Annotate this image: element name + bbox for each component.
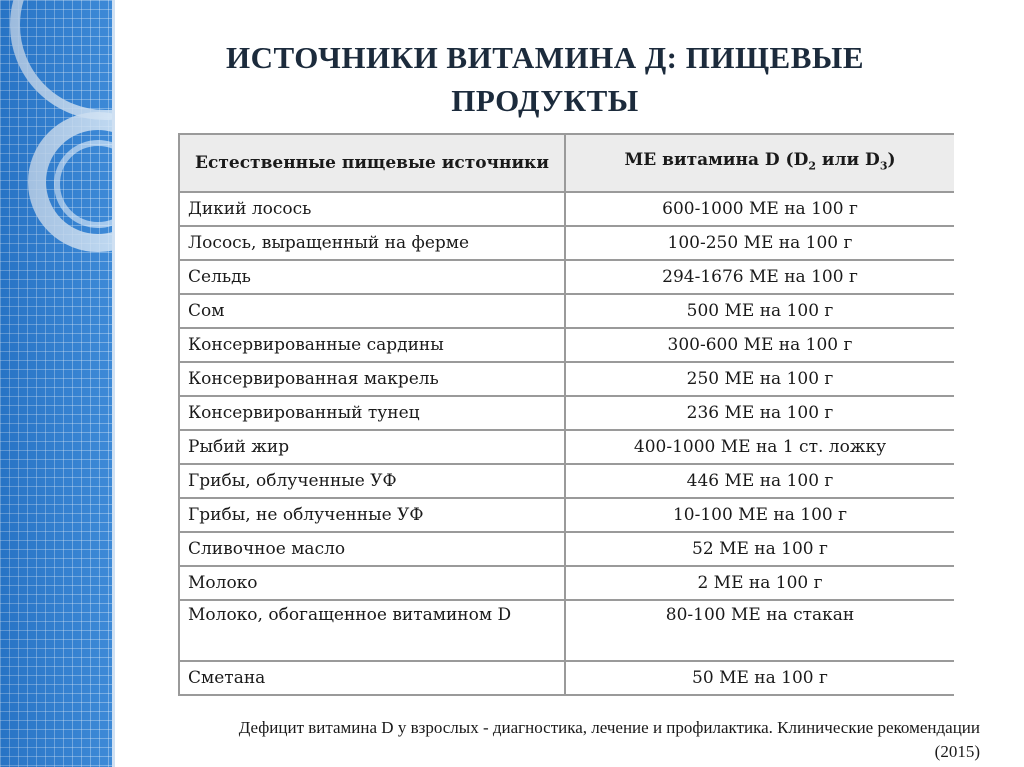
value-cell: 500 МЕ на 100 г — [565, 294, 954, 328]
table-row — [179, 600, 954, 661]
table-header-row — [179, 134, 954, 192]
sidebar-edge — [112, 0, 115, 767]
food-cell: Молоко — [179, 566, 565, 600]
header-value-suffix: ) — [887, 149, 896, 170]
value-cell: 50 МЕ на 100 г — [565, 661, 954, 695]
value-cell: 250 МЕ на 100 г — [565, 362, 954, 396]
food-cell: Консервированная макрель — [179, 362, 565, 396]
value-cell: 100-250 МЕ на 100 г — [565, 226, 954, 260]
decorative-ring — [54, 140, 112, 228]
decorative-ring — [10, 0, 112, 120]
header-value — [565, 134, 954, 192]
decorative-sidebar — [0, 0, 112, 767]
value-cell: 446 МЕ на 100 г — [565, 464, 954, 498]
value-cell: 236 МЕ на 100 г — [565, 396, 954, 430]
citation: Дефицит витамина D у взрослых - диагностика, лечение и профилактика. Клинические рекомендации (2015) — [238, 718, 980, 761]
decorative-ring — [28, 112, 112, 252]
value-cell: 80-100 МЕ на стакан — [565, 600, 954, 661]
value-cell: 10-100 МЕ на 100 г — [565, 498, 954, 532]
value-cell: 2 МЕ на 100 г — [565, 566, 954, 600]
table-row — [179, 464, 954, 498]
table-row — [179, 430, 954, 464]
table-row — [179, 260, 954, 294]
table-row — [179, 192, 954, 226]
food-cell: Сливочное масло — [179, 532, 565, 566]
food-cell: Консервированные сардины — [179, 328, 565, 362]
value-cell: 600-1000 МЕ на 100 г — [565, 192, 954, 226]
header-value-sub2: 3 — [879, 159, 888, 173]
vitamin-d-table — [178, 133, 954, 696]
food-cell: Сельдь — [179, 260, 565, 294]
header-value-prefix: МЕ витамина D (D — [624, 149, 809, 170]
food-cell: Дикий лосось — [179, 192, 565, 226]
table-row — [179, 362, 954, 396]
food-cell: Рыбий жир — [179, 430, 565, 464]
food-cell: Консервированный тунец — [179, 396, 565, 430]
table-container — [178, 133, 954, 709]
header-value-sub1: 2 — [808, 159, 817, 173]
header-value-mid: или D — [816, 149, 880, 170]
food-cell: Сом — [179, 294, 565, 328]
table-row — [179, 396, 954, 430]
value-cell: 300-600 МЕ на 100 г — [565, 328, 954, 362]
table-row — [179, 498, 954, 532]
food-cell: Грибы, не облученные УФ — [179, 498, 565, 532]
table-row — [179, 566, 954, 600]
value-cell: 52 МЕ на 100 г — [565, 532, 954, 566]
food-cell: Молоко, обогащенное витамином D — [179, 600, 565, 661]
value-cell: 400-1000 МЕ на 1 ст. ложку — [565, 430, 954, 464]
table-row — [179, 294, 954, 328]
food-cell: Сметана — [179, 661, 565, 695]
table-row — [179, 532, 954, 566]
table-row — [179, 226, 954, 260]
food-cell: Грибы, облученные УФ — [179, 464, 565, 498]
food-cell: Лосось, выращенный на ферме — [179, 226, 565, 260]
header-source: Естественные пищевые источники — [179, 134, 565, 192]
value-cell: 294-1676 МЕ на 100 г — [565, 260, 954, 294]
slide-title: ИСТОЧНИКИ ВИТАМИНА Д: ПИЩЕВЫЕ ПРОДУКТЫ — [226, 40, 864, 118]
table-row — [179, 328, 954, 362]
table-row — [179, 661, 954, 695]
